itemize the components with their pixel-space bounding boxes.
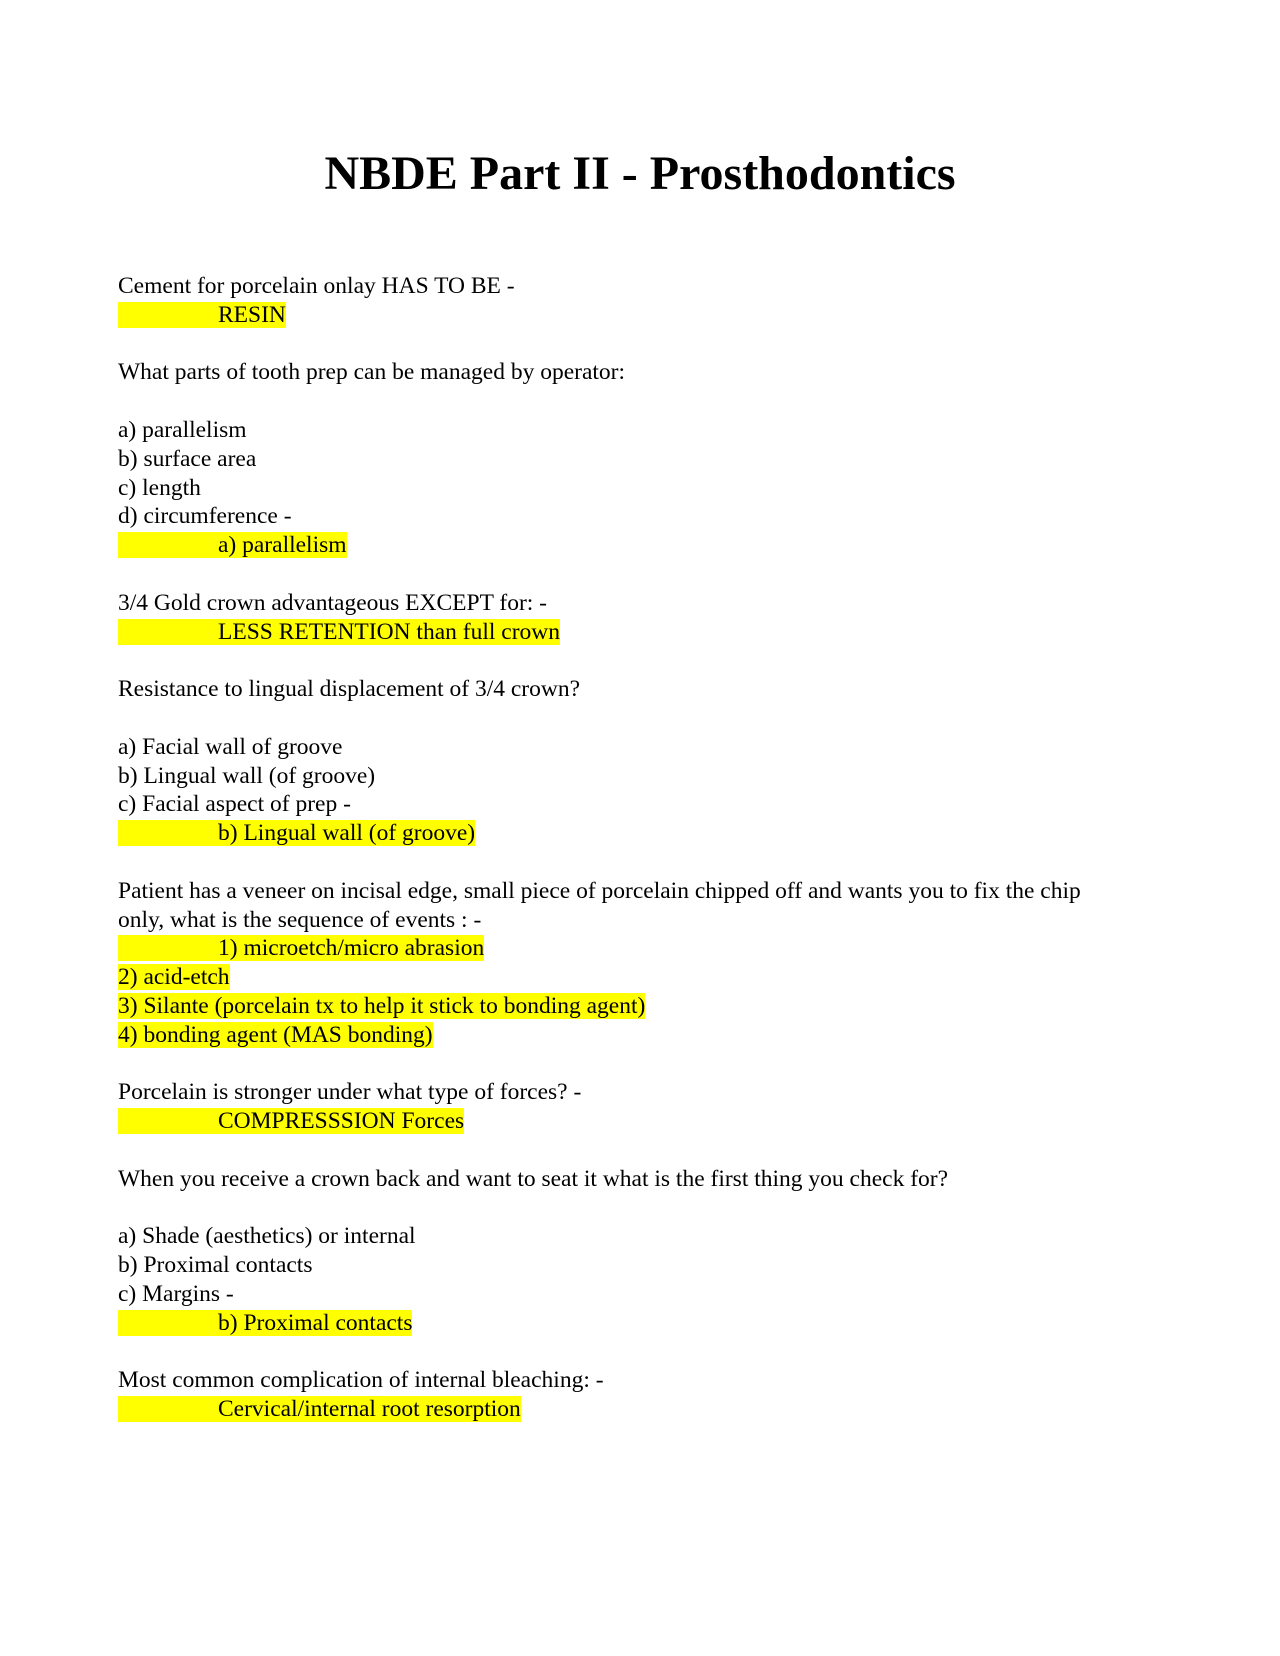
answer-text: 2) acid-etch <box>118 964 230 991</box>
answer-line <box>118 531 1178 560</box>
question-text: Resistance to lingual displacement of 3/4 crown? <box>118 676 581 703</box>
answer-text: a) parallelism <box>218 532 347 559</box>
option-text: b) Lingual wall (of groove) <box>118 762 376 789</box>
answer-line <box>118 618 1178 647</box>
answer-text: 3) Silante (porcelain tx to help it stick to bonding agent) <box>118 992 646 1019</box>
answer-text: 4) bonding agent (MAS bonding) <box>118 1021 433 1048</box>
option-text: d) circumference - <box>118 503 292 530</box>
question-text: 3/4 Gold crown advantageous EXCEPT for: - <box>118 589 548 616</box>
answer-line <box>118 992 1178 1021</box>
answer-line <box>118 819 1178 848</box>
answer-text: Cervical/internal root resorption <box>218 1396 521 1423</box>
answer-line <box>118 1395 1178 1424</box>
question-text: Most common complication of internal bleaching: - <box>118 1367 604 1394</box>
answer-text: b) Lingual wall (of groove) <box>218 820 476 847</box>
answer-line <box>118 1021 1178 1050</box>
answer-text: 1) microetch/micro abrasion <box>218 935 485 962</box>
flashcard-list <box>118 272 1178 1424</box>
option-text: c) Margins - <box>118 1280 234 1307</box>
question-text: Patient has a veneer on incisal edge, small piece of porcelain chipped off and wants you to fix the chip <box>118 877 1081 904</box>
answer-line <box>118 1107 1178 1136</box>
option-text: a) Facial wall of groove <box>118 733 343 760</box>
option-text: b) surface area <box>118 445 257 472</box>
answer-text: LESS RETENTION than full crown <box>218 618 561 645</box>
answer-line <box>118 934 1178 963</box>
answer-text: RESIN <box>218 301 286 328</box>
question-text: only, what is the sequence of events : - <box>118 906 482 933</box>
answer-text: COMPRESSSION Forces <box>218 1108 465 1135</box>
option-text: a) Shade (aesthetics) or internal <box>118 1223 416 1250</box>
answer-line <box>118 301 1178 330</box>
page-title: NBDE Part II - Prosthodontics <box>324 147 956 200</box>
answer-text: b) Proximal contacts <box>218 1309 413 1336</box>
answer-line <box>118 1309 1178 1338</box>
option-text: c) length <box>118 474 201 501</box>
question-text: What parts of tooth prep can be managed by operator: <box>118 359 626 386</box>
question-text: Porcelain is stronger under what type of forces? - <box>118 1079 582 1106</box>
option-text: a) parallelism <box>118 416 247 443</box>
option-text: b) Proximal contacts <box>118 1252 313 1279</box>
option-text: c) Facial aspect of prep - <box>118 791 351 818</box>
answer-line <box>118 963 1178 992</box>
question-text: When you receive a crown back and want to seat it what is the first thing you check for? <box>118 1165 949 1192</box>
question-text: Cement for porcelain onlay HAS TO BE - <box>118 273 515 299</box>
